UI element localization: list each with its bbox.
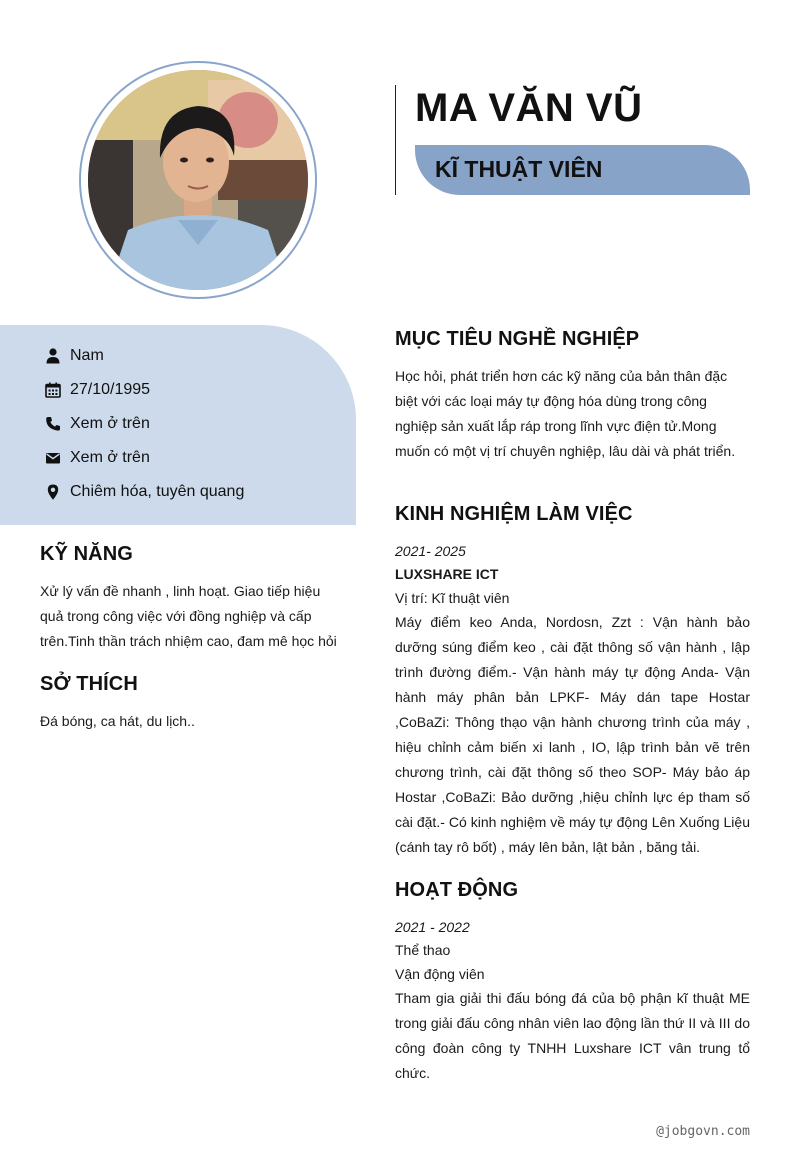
calendar-icon: [44, 381, 62, 399]
contact-email: [44, 447, 150, 469]
experience-company: LUXSHARE ICT: [395, 566, 499, 582]
gender-text: Nam: [70, 347, 104, 364]
job-title: KĨ THUẬT VIÊN: [435, 156, 603, 182]
hobbies-heading: SỞ THÍCH: [40, 673, 138, 695]
activities-period: 2021 - 2022: [395, 919, 470, 935]
profile-photo: [88, 70, 308, 290]
job-title-banner: [415, 145, 750, 195]
activities-category: Thể thao: [395, 942, 451, 958]
contact-gender: [44, 345, 104, 367]
experience-period: 2021- 2025: [395, 543, 466, 559]
candidate-name: MA VĂN VŨ: [415, 86, 643, 130]
footer-watermark: @jobgovn.com: [656, 1124, 750, 1139]
hobbies-text: Đá bóng, ca hát, du lịch..: [40, 713, 195, 729]
person-icon: [44, 347, 62, 365]
email-icon: [44, 449, 62, 467]
skills-heading: KỸ NĂNG: [40, 543, 133, 565]
address-text: Chiêm hóa, tuyên quang: [70, 483, 245, 500]
experience-heading: KINH NGHIỆM LÀM VIỆC: [395, 503, 633, 525]
activities-heading: HOẠT ĐỘNG: [395, 879, 519, 901]
objective-text: Học hỏi, phát triển hơn các kỹ năng của bản thân đặc biệt với các loại máy tự động hóa dùng trong công nghiệp sản xuất lắp ráp trong lĩnh vực điện tử.Mong muốn có một vị trí chuyên nghiệp, lâu dài và phát triển.: [395, 368, 736, 459]
experience-description: Máy điểm keo Anda, Nordosn, Zzt : Vận hành bảo dưỡng súng điểm keo , cài đặt thông số vận hành , lập trình đường điểm.- Vận hành máy tự động Anda- Vận hành máy phân bản LPKF- Máy dán tape Hostar ,CoBaZi: Thông thạo vận hành chương trình của máy , hiệu chỉnh cảm biến xi lanh , IO, lập trình bản vẽ trên chương trình, cài đặt thông số theo SOP- Máy bảo áp Hostar ,CoBaZi: Bảo dưỡng ,hiệu chỉnh lực ép tham số cài đặt.- Có kinh nghiệm về máy tự động Lên Xuống Liệu (cánh tay rô bốt) , máy lên bản, lật bản , băng tải.: [395, 614, 750, 855]
avatar: [88, 70, 308, 290]
skills-text: Xử lý vấn đề nhanh , linh hoạt. Giao tiếp hiệu quả trong công việc với đồng nghiệp và cấp trên.Tinh thần trách nhiệm cao, đam mê học hỏi: [40, 583, 337, 649]
experience-position: Vị trí: Kĩ thuật viên: [395, 590, 510, 606]
activities-description: Tham gia giải thi đấu bóng đá của bộ phận kĩ thuật ME trong giải đấu công nhân viên lao động lần thứ II và III do công đoàn công ty TNHH Luxshare ICT vân trung tổ chức.: [395, 990, 750, 1081]
name-divider: [395, 85, 396, 195]
objective-heading: MỤC TIÊU NGHỀ NGHIỆP: [395, 328, 640, 350]
contact-address: [44, 481, 244, 503]
email-text: Xem ở trên: [70, 449, 150, 466]
phone-text: Xem ở trên: [70, 415, 150, 432]
location-icon: [44, 483, 62, 501]
birthday-text: 27/10/1995: [70, 381, 151, 398]
contact-birthday: [44, 379, 150, 401]
activities-role: Vận động viên: [395, 966, 485, 982]
contact-phone: [44, 413, 150, 435]
phone-icon: [44, 415, 62, 433]
